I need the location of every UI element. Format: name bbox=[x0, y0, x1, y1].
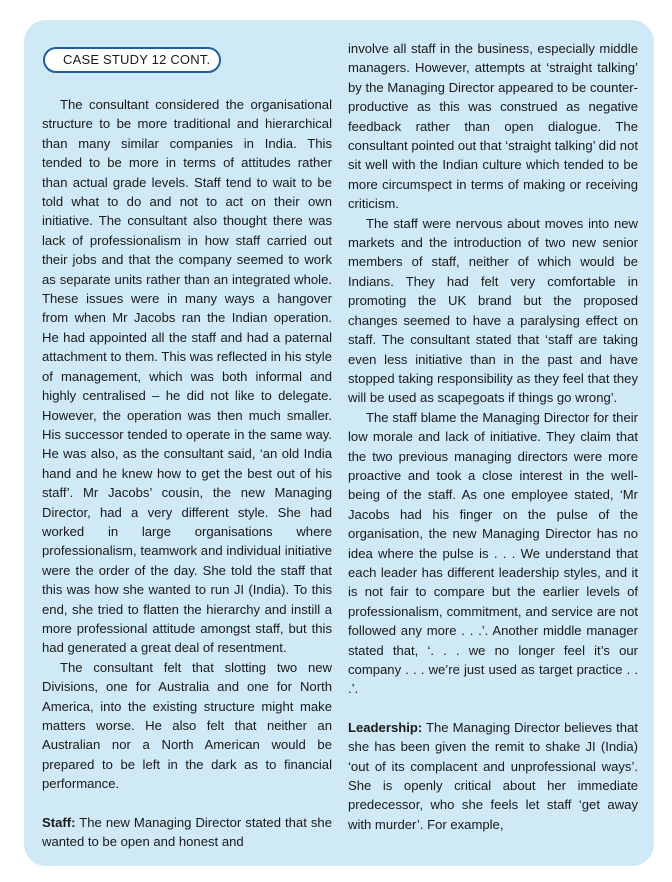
leadership-section bbox=[348, 718, 638, 834]
right-column bbox=[348, 39, 638, 834]
case-study-label: CASE STUDY 12 CONT. bbox=[43, 47, 221, 73]
paragraph-continuation: involve all staff in the business, especially middle managers. However, attempts at ‘straight talking’ by the Managing Director appeared to be counter-productive as this was construed as negative feedback rather than open dialogue. The consultant pointed out that ‘straight talking’ did not sit well with the Indian culture which tended to be more circumspect in terms of making or receiving criticism. bbox=[348, 41, 638, 212]
leadership-text: The Managing Director believes that she has been given the remit to shake JI (India) ‘out of its complacent and unprofessional ways’. She is openly critical about her immediate predecessor, who she feels let staff ‘get away with murder’. For example, bbox=[348, 719, 638, 832]
paragraph-staff-nervous: The staff were nervous about moves into new markets and the introduction of two new senior members of staff, neither of which would be Indians. They had felt very comfortable in promoting the UK brand but the proposed changes seemed to have a paralysing effect on staff. The consultant stated that ‘staff are taking even less initiative than in the past and have stopped taking responsibility as they feel that they will be used as scapegoats if things go wrong’. bbox=[348, 215, 638, 406]
left-column bbox=[42, 95, 332, 851]
paragraph-staff-blame: The staff blame the Managing Director for their low morale and lack of initiative. They claim that the two previous managing directors were more proactive and took a close interest in the well-being of the staff. As one employee stated, ‘Mr Jacobs had his finger on the pulse of the organisation, the new Managing Director has no idea where the pulse is . . . We understand that each leader has different leadership styles, and it is not fair to compare but the earlier levels of professionalism, commitment, and service are not followed any more . . .’. Another middle manager stated that, ‘. . . we no longer feel it’s our company . . . we’re just used as target practice . . .’. bbox=[348, 409, 638, 697]
paragraph-divisions: The consultant felt that slotting two new Divisions, one for Australia and one for North America, into the existing structure might make matters worse. He also felt that neither an Australian nor a North American would be prepared to be left in the dark as to financial performance. bbox=[42, 659, 332, 792]
case-study-page bbox=[24, 20, 654, 866]
staff-section bbox=[42, 813, 332, 852]
staff-text: The new Managing Director stated that she wanted to be open and honest and bbox=[42, 814, 332, 850]
staff-heading: Staff: bbox=[42, 814, 76, 830]
leadership-heading: Leadership: bbox=[348, 719, 423, 735]
paragraph-structure: The consultant considered the organisational structure to be more traditional and hierarchical than many similar companies in India. This tended to be more in terms of attitudes rather than actual grade levels. Staff tend to wait to be told what to do and not to act on their own initiative. The consultant also thought there was lack of professionalism in how staff carried out their jobs and that the company seemed to work as separate units rather than an integrated whole. These issues were in many ways a hangover from when Mr Jacobs ran the Indian operation. He had appointed all the staff and had a paternal attachment to them. This was reflected in his style of management, which was both informal and highly centralised – he did not like to delegate. However, the operation was then much smaller. His successor tended to operate in the same way. He was also, as the consultant said, ‘an old India hand and he knew how to get the best out of his staff’. Mr Jacobs’ cousin, the new Managing Director, had a very different style. She had worked in large organisations where professionalism, teamwork and individual initiative were the order of the day. She told the staff that this was how she wanted to run JI (India). To this end, she tried to flatten the hierarchy and instill a more professional attitude amongst staff, but this had generated a great deal of resentment. bbox=[42, 97, 332, 656]
